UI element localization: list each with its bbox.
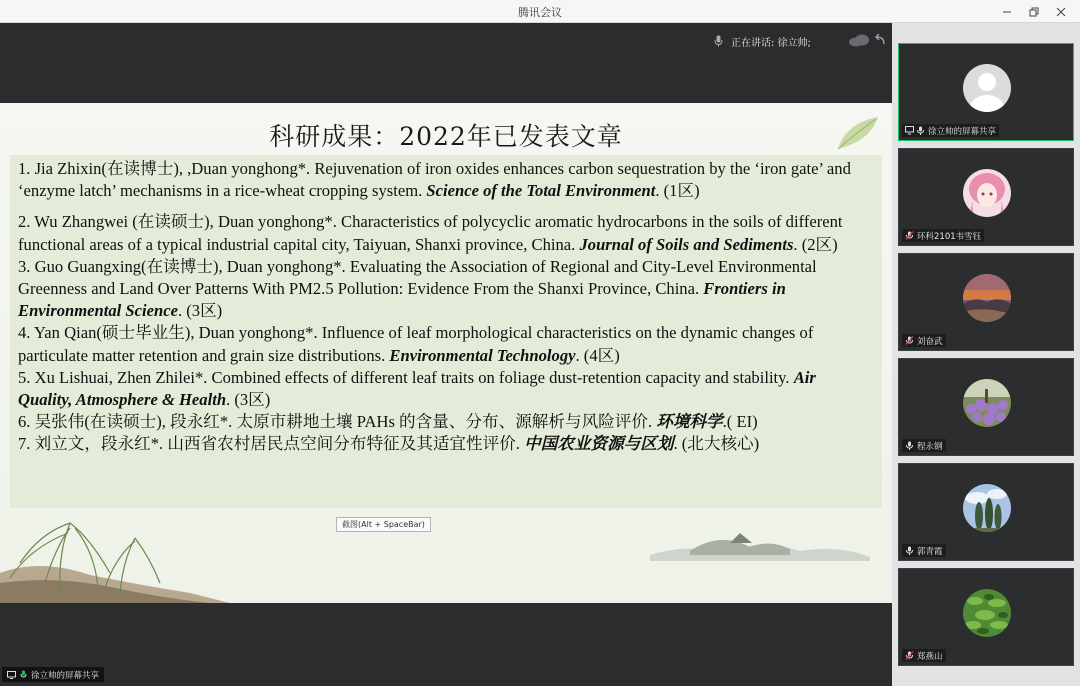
publication-journal: Journal of Soils and Sediments [579, 234, 794, 254]
participant-name: 郭青霞 [917, 546, 943, 557]
mic-icon [714, 35, 723, 47]
publication-rank: . (3区) [226, 390, 271, 410]
screen-share-label [2, 667, 104, 682]
minimize-icon [1002, 7, 1012, 17]
publication-item [18, 367, 874, 411]
participant-name: 徐立帅的屏幕共享 [928, 126, 997, 137]
window-titlebar [0, 0, 1080, 23]
screen-share-icon [7, 671, 16, 679]
publication-item [18, 211, 874, 255]
publication-journal: 中国农业资源与区划 [524, 434, 674, 454]
publication-item [18, 433, 874, 455]
green-plant-avatar [963, 589, 1011, 637]
publication-rank: . (1区) [655, 181, 700, 201]
restore-icon [1029, 7, 1039, 17]
mic-muted-icon [905, 231, 914, 240]
close-icon [1056, 7, 1066, 17]
publication-citation: 1. Jia Zhixin(在读博士), ,Duan yonghong*. Rejuvenation of iron oxides enhances carbon sequestration by the ‘iron gate’ and ‘enzyme latch’ mechanisms in a rice-wheat cropping system. [18, 159, 851, 201]
screenshot-tooltip: 截图(Alt + SpaceBar) [336, 517, 431, 532]
shared-screen-area [0, 23, 892, 686]
flowers-avatar [963, 379, 1011, 427]
publication-item [18, 158, 874, 202]
participant-name: 环科2101韦雪钰 [917, 231, 982, 242]
window-controls [993, 0, 1074, 23]
participant-name: 郑燕山 [917, 651, 943, 662]
mic-muted-icon [905, 336, 914, 345]
publication-journal: Environmental Technology [389, 345, 576, 365]
publication-rank: . (北大核心) [673, 434, 760, 454]
publication-list [10, 155, 882, 508]
publication-citation: 6. 吴张伟(在读硕士), 段永红*. 太原市耕地土壤 PAHs 的含量、分布、源解析与风险评价. [18, 412, 657, 432]
toolbar-icons [848, 33, 886, 47]
participant-tile[interactable] [898, 148, 1074, 246]
mic-icon [20, 670, 27, 679]
presentation-slide [0, 103, 892, 603]
screen-share-label-text: 徐立帅的屏幕共享 [31, 670, 100, 681]
minimize-button[interactable] [993, 0, 1020, 23]
publication-item [18, 256, 874, 323]
participant-name-label [902, 439, 946, 452]
publication-rank: . (3区) [177, 301, 223, 321]
participant-name-label [902, 649, 946, 662]
speaking-indicator [714, 33, 811, 49]
mic-icon [905, 441, 914, 450]
sunset-avatar [963, 274, 1011, 322]
participant-name-label [902, 334, 946, 347]
restore-button[interactable] [1020, 0, 1047, 23]
publication-journal: Science of the Total Environment [426, 181, 656, 201]
participant-tile[interactable] [898, 358, 1074, 456]
default-avatar [963, 64, 1011, 112]
window-title: 腾讯会议 [518, 6, 562, 19]
participant-tile[interactable] [898, 43, 1074, 141]
publication-item [18, 411, 874, 433]
mic-icon [905, 546, 914, 555]
participant-name-label [902, 544, 946, 557]
back-arrow-icon[interactable] [874, 33, 886, 47]
publication-rank: . (2区) [793, 234, 838, 254]
publication-journal: 环境科学 [656, 412, 723, 432]
screen-share-icon [905, 126, 925, 135]
participant-sidebar [892, 23, 1080, 686]
publication-rank: . (4区) [575, 345, 620, 365]
speaking-label: 正在讲话: 徐立帅; [731, 37, 811, 49]
publication-citation: 4. Yan Qian(硕士毕业生), Duan yonghong*. Influence of leaf morphological characteristics on the dynamic changes of particulate matter retention and grain size distributions. [18, 323, 814, 365]
participant-tile[interactable] [898, 463, 1074, 561]
publication-citation: 5. Xu Lishuai, Zhen Zhilei*. Combined effects of different leaf traits on foliage dust-retention capacity and stability. [18, 367, 794, 387]
participant-tile[interactable] [898, 568, 1074, 666]
landscape-painting [0, 503, 892, 603]
participant-name: 刘奋武 [917, 336, 943, 347]
publication-citation: 7. 刘立文，段永红*. 山西省农村居民点空间分布特征及其适宜性评价. [18, 434, 525, 454]
close-button[interactable] [1047, 0, 1074, 23]
slide-title: 科研成果：2022年已发表文章 [269, 122, 623, 151]
anime-girl-avatar [963, 169, 1011, 217]
publication-journal: Air Quality, Atmosphere & Health [18, 367, 816, 410]
mic-muted-icon [905, 651, 914, 660]
cloud-icon[interactable] [848, 33, 870, 47]
publication-rank: .( EI) [722, 412, 758, 432]
participant-name-label [902, 229, 984, 242]
publication-journal: Frontiers in Environmental Science [18, 279, 786, 321]
publication-citation: 2. Wu Zhangwei (在读硕士), Duan yonghong*. Characteristics of polycyclic aromatic hydrocarbons in the soils of different functional areas of a typical industrial capital city, Taiyuan, Shanxi province, China. [18, 212, 843, 254]
participant-tile[interactable] [898, 253, 1074, 351]
participant-name: 程永钢 [917, 441, 943, 452]
publication-citation: 3. Guo Guangxing(在读博士), Duan yonghong*. Evaluating the Association of Regional and City-Level Environmental Greenness and Land Over Patterns With PM2.5 Pollution: Evidence From the Shanxi Province, China. [18, 256, 817, 299]
publication-item [18, 322, 874, 366]
trees-sky-avatar [963, 484, 1011, 532]
participant-name-label [902, 124, 999, 137]
